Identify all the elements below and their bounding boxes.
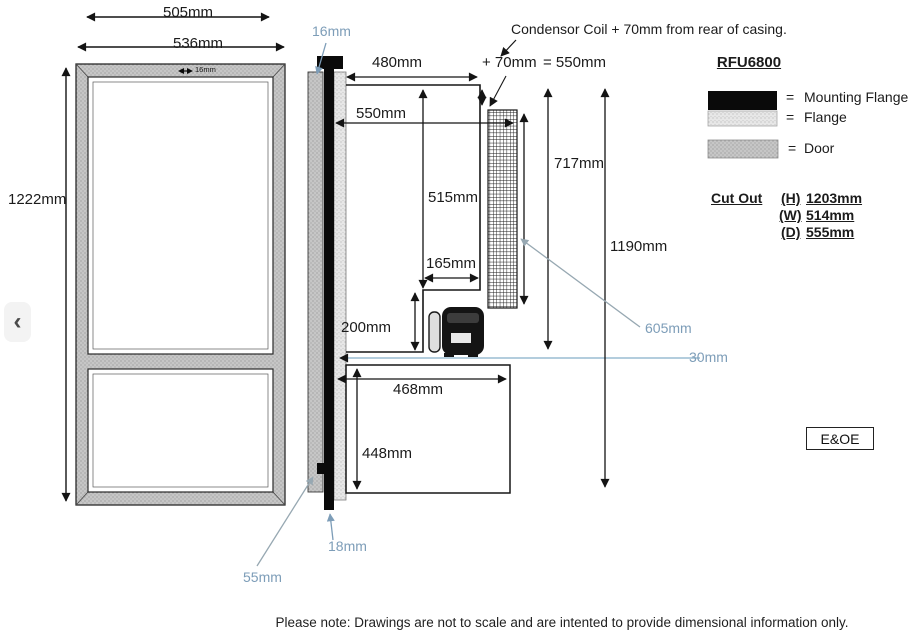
dim-plus70-label: + 70mm	[482, 54, 537, 71]
door-upper-panel	[88, 77, 273, 354]
front-door-drawing	[66, 17, 285, 505]
cutout-value-d: 555mm	[806, 224, 855, 240]
dim-55-label: 55mm	[243, 569, 282, 585]
legend-label-flange: Flange	[804, 109, 847, 125]
eoe-box	[806, 427, 874, 450]
cutout-key-w: (W)	[779, 207, 802, 223]
dim-1190-label: 1190mm	[610, 238, 668, 255]
dim-605-label: 605mm	[645, 320, 692, 336]
door-lower-panel	[88, 369, 273, 492]
cutout-value-w: 514mm	[806, 207, 855, 223]
legend-eq-2: =	[788, 140, 797, 156]
cutout-key-h: (H)	[781, 190, 801, 206]
legend-eq-1: =	[786, 109, 795, 125]
carousel-prev-button[interactable]	[4, 302, 31, 342]
dim-717-label: 717mm	[554, 155, 605, 172]
footer-note: Please note: Drawings are not to scale and are intented to provide dimensional information only.	[275, 615, 849, 630]
cutout-key-d: (D)	[781, 224, 801, 240]
compressor	[429, 307, 484, 359]
model-number: RFU6800	[716, 54, 782, 71]
dim-1222-label: 1222mm	[8, 191, 67, 208]
flange-width-marker	[317, 463, 333, 474]
condensor-coil	[488, 110, 517, 308]
legend-swatch-mounting-flange	[708, 91, 777, 110]
condensor-note: Condensor Coil + 70mm from rear of casing.	[511, 21, 787, 37]
dim-16-label: 16mm	[312, 23, 351, 39]
dim-200-label: 200mm	[341, 319, 392, 336]
mounting-flange-bar	[324, 58, 334, 510]
dim-480-label: 480mm	[371, 54, 423, 71]
dim-165-label: 165mm	[425, 255, 477, 272]
eoe-label: E&OE	[820, 430, 860, 447]
dim-total550-label: = 550mm	[543, 54, 606, 71]
dim-515-label: 515mm	[428, 189, 479, 206]
plus70-leader	[490, 76, 506, 106]
legend-swatch-door	[708, 140, 778, 158]
dim-468-label: 468mm	[392, 381, 444, 398]
dim-18-leader	[330, 514, 333, 540]
dim-30-label: 30mm	[689, 349, 728, 365]
dim-505-label: 505mm	[162, 4, 214, 21]
dim-550-label: 550mm	[355, 105, 407, 122]
legend-label-mounting-flange: Mounting Flange	[804, 89, 909, 105]
cutout-title: Cut Out	[711, 190, 763, 206]
legend-label-door: Door	[804, 140, 835, 156]
chevron-left-icon: ‹	[13, 308, 22, 335]
flange-bar	[334, 72, 346, 500]
dim-448-label: 448mm	[362, 445, 413, 462]
legend-swatches	[708, 91, 778, 158]
cutout-value-h: 1203mm	[806, 190, 863, 206]
legend-eq-0: =	[786, 89, 795, 105]
dim-18-label: 18mm	[328, 538, 367, 554]
legend-swatch-flange	[708, 111, 777, 126]
dim-536-label: 536mm	[172, 35, 224, 52]
door-slab	[308, 72, 323, 492]
side-section-drawing	[257, 40, 700, 566]
frame-thickness-label: 16mm	[195, 65, 216, 74]
